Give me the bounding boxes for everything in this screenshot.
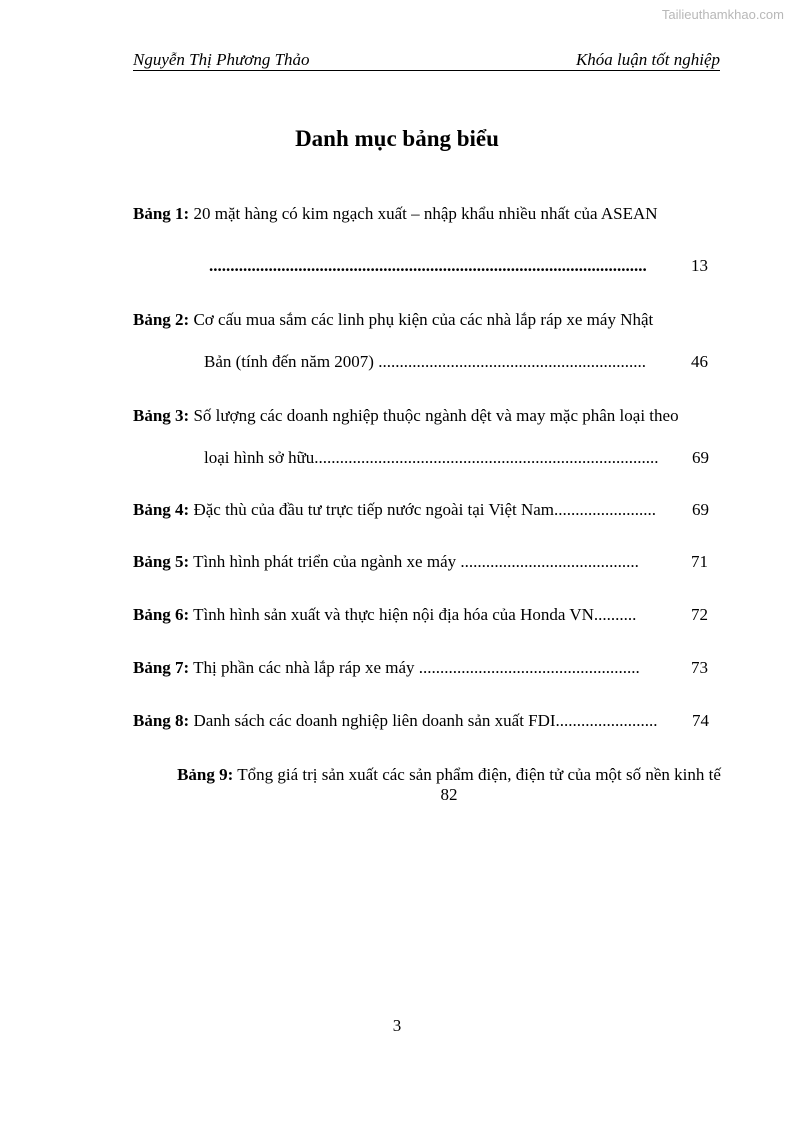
toc-entry-text: Tình hình phát triển của ngành xe máy .......................................... [193,552,639,571]
toc-entry-page: 69 [692,448,709,467]
toc-leader-dots: ....................................................................................................... [209,256,647,275]
toc-entry-label: Bảng 3: [133,406,190,425]
toc-entry-label: Bảng 1: [133,204,190,223]
toc-entry-label: Bảng 2: [133,310,190,329]
toc-entry-text: Số lượng các doanh nghiệp thuộc ngành dệt và may mặc phân loại theo [193,406,679,425]
page-header [133,50,720,71]
toc-entry-7[interactable] [133,658,720,678]
toc-entry-page: 46 [691,352,708,371]
toc-entry-label: Bảng 7: [133,658,190,677]
toc-entry-text: Đặc thù của đầu tư trực tiếp nước ngoài tại Việt Nam........................ [193,500,657,519]
toc-entry-6[interactable] [133,605,720,625]
toc-entry-label: Bảng 9: [177,765,234,784]
toc-entry-text: Tổng giá trị sản xuất các sản phẩm điện, điện tử của một số nền kinh tế [237,765,721,784]
header-thesis-type: Khóa luận tốt nghiệp [575,50,720,69]
toc-entry-page: 71 [691,552,708,571]
toc-entry-text-continued: loại hình sở hữu................................................................................. [204,448,659,467]
toc-entry-label: Bảng 8: [133,711,190,730]
toc-entry-label: Bảng 4: [133,500,190,519]
toc-entry-5[interactable] [133,552,720,572]
toc-entry-4[interactable] [133,500,720,520]
toc-entry-text: Cơ cấu mua sắm các linh phụ kiện của các nhà lắp ráp xe máy Nhật [193,310,654,329]
page-title: Danh mục bảng biểu [295,126,499,151]
toc-entry-page: 74 [692,711,709,730]
toc-entry-8[interactable] [133,711,720,731]
toc-entry-text-continued: Bản (tính đến năm 2007) ............................................................... [204,352,646,371]
header-author: Nguyễn Thị Phương Thảo [133,50,310,69]
toc-entry-page: 69 [692,500,709,519]
toc-entry-text: Danh sách các doanh nghiệp liên doanh sản xuất FDI........................ [193,711,658,730]
watermark: Tailieuthamkhao.com [661,7,784,22]
toc-entry-2[interactable] [133,310,720,372]
toc-entry-text: Tình hình sản xuất và thực hiện nội địa hóa của Honda VN.......... [193,605,637,624]
toc-entry-3[interactable] [133,406,720,468]
page-number: 3 [392,1016,402,1035]
toc-entry-1[interactable] [133,204,720,276]
toc-entry-label: Bảng 5: [133,552,190,571]
toc-entry-page: 73 [691,658,708,677]
toc-entry-page: 82 [440,785,458,804]
toc-entry-9[interactable] [133,765,765,805]
toc-entry-text: Thị phần các nhà lắp ráp xe máy .................................................... [193,658,640,677]
toc-entry-page: 13 [691,256,708,275]
toc-entry-page: 72 [691,605,708,624]
toc-entry-text: 20 mặt hàng có kim ngạch xuất – nhập khẩu nhiều nhất của ASEAN [193,204,658,223]
toc-entry-label: Bảng 6: [133,605,190,624]
